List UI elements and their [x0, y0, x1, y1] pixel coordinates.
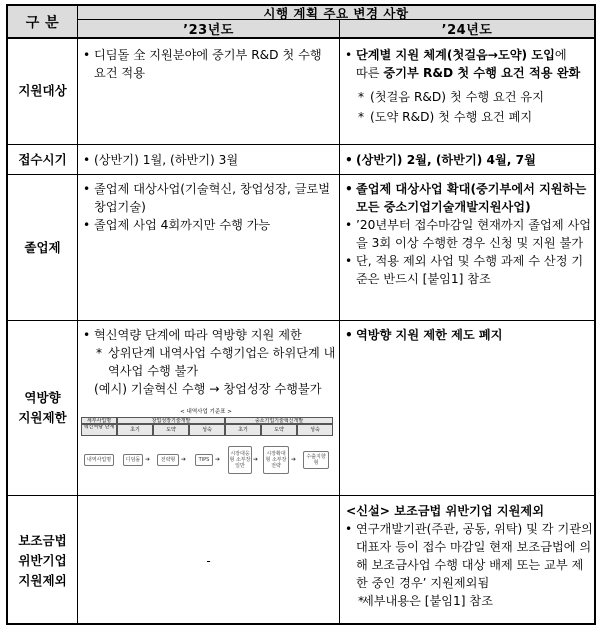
diagram-col-header: 중소기업기술혁신개발	[225, 417, 333, 424]
list-item: • 혁신역량 단계에 따라 역방향 지원 제한	[80, 326, 336, 344]
diagram-stage-header: 혁신역량 단계	[81, 424, 117, 436]
diagram-program: 시장대응형 소부장 일반	[228, 446, 252, 474]
row-label-graduation: 졸업제	[24, 239, 61, 255]
label-line: 역방향	[24, 390, 61, 405]
divider	[8, 37, 594, 39]
sub-item: * (첫걸음 R&D) 첫 수행 요건 유지	[342, 88, 594, 106]
text: 따른	[356, 66, 384, 80]
diagram-col-header: 세부사업명	[81, 417, 117, 424]
header-year-24: ’24년도	[441, 22, 493, 37]
diagram-stage-header: 도약	[261, 424, 297, 436]
arrow-right-icon: ➔	[253, 456, 259, 463]
row-label-subsidy-violation	[8, 496, 77, 625]
diagram-program: 수출지향형	[303, 451, 329, 469]
list-item: • 단, 적용 제외 사업 및 수행 과제 수 산정 기준은 반드시 [붙임1] 참조	[342, 252, 594, 288]
subsidy-violation-23: -	[206, 553, 211, 568]
sub-item: * (도약 R&D) 첫 수행 요건 폐지	[342, 108, 594, 126]
graduation-23	[80, 180, 336, 234]
label-line: 보조금법	[18, 532, 67, 548]
text: 에	[554, 48, 567, 62]
subsidy-violation-24	[342, 502, 594, 610]
label-line: 위반기업	[18, 552, 67, 568]
header-year-23: ’23년도	[183, 22, 234, 37]
list-item: • (상반기) 1월, (하반기) 3월	[80, 151, 336, 169]
diagram-stage-row	[81, 424, 333, 436]
arrow-right-icon: ➔	[291, 456, 297, 463]
header-category: 구 분	[25, 14, 60, 31]
reverse-direction-23	[80, 326, 336, 398]
arrow-right-icon: ➔	[215, 456, 221, 463]
list-item: • 졸업제 대상사업(기술혁신, 창업성장, 글로벌창업기술)	[80, 180, 336, 216]
diagram-program: 시장확대형 소부장 전략	[263, 446, 289, 474]
row-label-application-period: 접수시기	[18, 151, 67, 167]
diagram-program: 전략형	[157, 454, 179, 466]
arrow-right-icon: ➔	[145, 456, 151, 463]
diagram-stage-header: 성숙	[297, 424, 333, 436]
header-change-title: 시행 계획 주요 변경 사항	[263, 6, 409, 19]
application-period-23	[80, 151, 336, 169]
diagram-header-row	[81, 417, 333, 424]
list-item	[342, 46, 594, 82]
label-line: 지원제한	[18, 410, 67, 425]
list-item: • ’20년부터 접수마감일 현재까지 졸업제 사업을 3회 이상 수행한 경우 신청 및 지원 불가	[342, 216, 594, 252]
reverse-direction-24	[342, 326, 594, 344]
diagram-program: TIPS	[195, 454, 213, 466]
label-line: 지원제외	[18, 572, 67, 588]
arrow-right-icon: ➔	[181, 456, 187, 463]
list-item: • 졸업제 대상사업 확대(중기부에서 지원하는 모든 중소기업기술개발지원사업)	[342, 180, 594, 216]
application-period-24	[342, 151, 594, 169]
divider	[8, 144, 594, 145]
diagram-stage-header: 초기	[117, 424, 153, 436]
diagram-program: 디딤돌	[123, 454, 143, 466]
list-item: • 역방향 지원 제한 제도 폐지	[342, 326, 594, 344]
example-text: (예시) 기술혁신 수행 → 창업성장 수행불가	[94, 382, 322, 396]
sub-item: * 상위단계 내역사업 수행기업은 하위단계 내역사업 수행 불가	[80, 344, 336, 380]
diagram-stage-header: 초기	[225, 424, 261, 436]
new-item-title: <신설> 보조금법 위반기업 지원제외	[346, 504, 544, 518]
program-stage-diagram	[81, 409, 333, 479]
bold-text: 중기부 R&D 첫 수행 요건 적용 완화	[383, 66, 581, 80]
support-target-23	[80, 46, 336, 82]
graduation-24	[342, 180, 594, 288]
divider	[8, 320, 594, 321]
list-item: • 디딤돌 全 지원분야에 중기부 R&D 첫 수행 요건 적용	[80, 46, 336, 82]
diagram-stage-header: 성숙	[189, 424, 225, 436]
bold-text: 단계별 지원 체계(첫걸음→도약) 도입	[356, 48, 555, 62]
divider	[8, 174, 594, 175]
row-label-reverse-direction	[8, 321, 77, 495]
diagram-title: < 내역사업 기준표 >	[180, 409, 232, 415]
list-item: • 연구개발기관(주관, 공동, 위탁) 및 각 기관의 대표자 등이 접수 마감일 현재 보조금법에 의해 보조금사업 수행 대상 배제 또는 교부 제한 중인 경우’ 지원제외됨	[342, 520, 594, 592]
change-summary-table	[6, 4, 596, 625]
diagram-stage-header: 도약	[153, 424, 189, 436]
diagram-program: 내역사업명	[84, 454, 114, 466]
divider	[339, 19, 340, 625]
diagram-col-header: 창업성장기술개발	[117, 417, 225, 424]
row-label-support-target: 지원대상	[18, 83, 67, 98]
support-target-24	[342, 46, 594, 126]
sub-item: * 세부내용은 [붙임1] 참조	[342, 592, 594, 610]
list-item: • (상반기) 2월, (하반기) 4월, 7월	[342, 151, 594, 169]
list-item: • 졸업제 사업 4회까지만 수행 가능	[80, 216, 336, 234]
